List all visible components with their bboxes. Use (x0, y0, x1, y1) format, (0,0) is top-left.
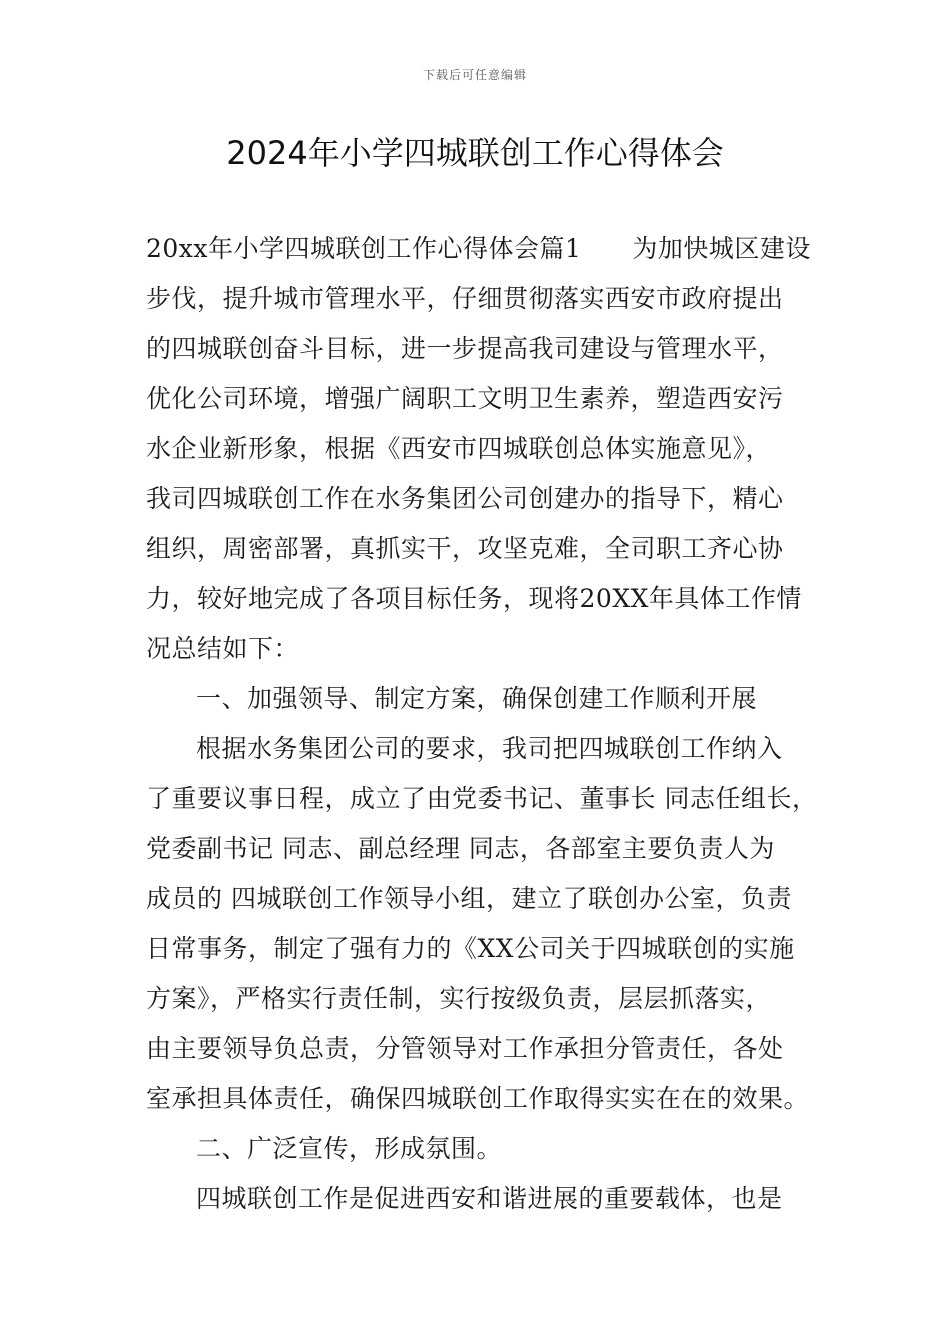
document-body (146, 224, 818, 1224)
paragraph-line: 根据水务集团公司的要求，我司把四城联创工作纳入 (196, 734, 783, 763)
paragraph-line: 党委副书记 同志、副总经理 同志，各部室主要负责人为 (146, 834, 775, 863)
paragraph-line: 日常事务，制定了强有力的《XX公司关于四城联创的实施 (146, 934, 795, 963)
paragraph-line: 一、加强领导、制定方案，确保创建工作顺利开展 (196, 684, 758, 713)
paragraph-line: 由主要领导负总责，分管领导对工作承担分管责任，各处 (146, 1034, 784, 1063)
paragraph-line: 步伐，提升城市管理水平，仔细贯彻落实西安市政府提出 (146, 284, 784, 313)
paragraph-line: 四城联创工作是促进西安和谐进展的重要载体，也是 (196, 1184, 783, 1213)
paragraph-line: 水企业新形象，根据《西安市四城联创总体实施意见》， (146, 434, 772, 463)
paragraph-line: 组织，周密部署，真抓实干，攻坚克难，全司职工齐心协 (146, 534, 784, 563)
paragraph-line: 的四城联创奋斗目标，进一步提高我司建设与管理水平， (146, 334, 784, 363)
paragraph-line: 优化公司环境，增强广阔职工文明卫生素养，塑造西安污 (146, 384, 784, 413)
paragraph-line: 二、广泛宣传，形成氛围。 (196, 1134, 503, 1163)
paragraph-line: 我司四城联创工作在水务集团公司创建办的指导下，精心 (146, 484, 784, 513)
paragraph-line: 方案》，严格实行责任制，实行按级负责，层层抓落实， (146, 984, 772, 1013)
paragraph-line: 力，较好地完成了各项目标任务，现将20XX年具体工作情 (146, 584, 802, 613)
paragraph-line: 了重要议事日程，成立了由党委书记、董事长 同志任组长， (146, 784, 818, 813)
paragraph-line: 20xx年小学四城联创工作心得体会篇1 为加快城区建设 (146, 234, 811, 263)
paragraph-line: 室承担具体责任，确保四城联创工作取得实实在在的效果。 (146, 1084, 810, 1113)
header-note: 下载后可任意编辑 (422, 68, 527, 82)
document-title: 2024年小学四城联创工作心得体会 (226, 134, 724, 172)
paragraph-line: 况总结如下： (146, 634, 300, 663)
paragraph-line: 成员的 四城联创工作领导小组，建立了联创办公室，负责 (146, 884, 792, 913)
